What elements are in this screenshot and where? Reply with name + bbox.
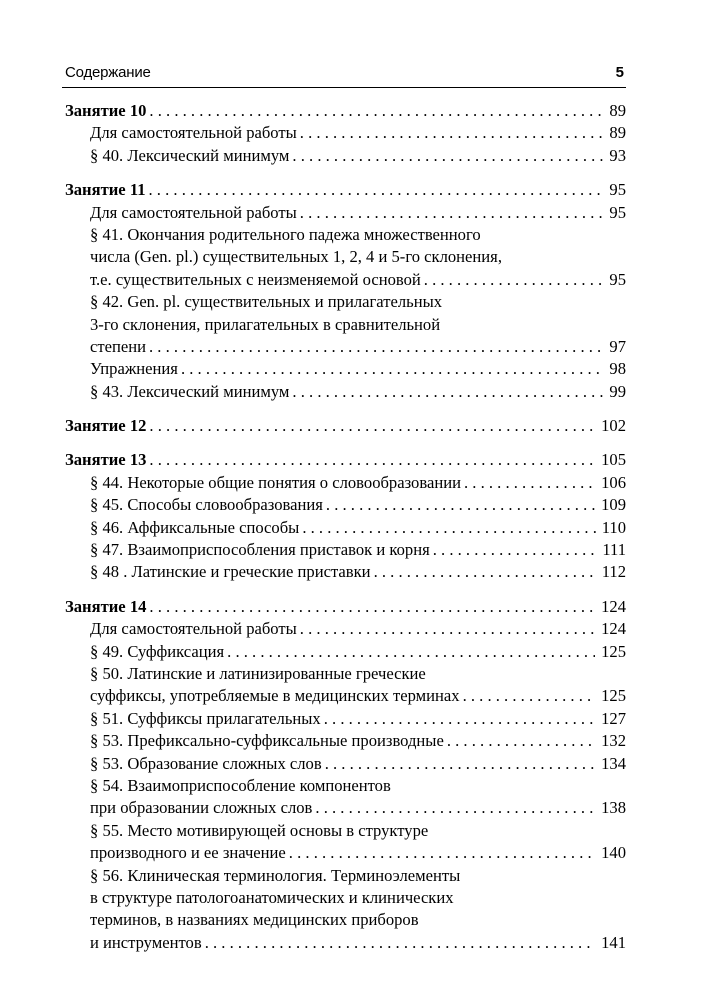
leader-dots — [146, 596, 595, 618]
toc-section[interactable] — [65, 100, 626, 122]
toc-section[interactable] — [65, 596, 626, 618]
leader-dots — [312, 797, 595, 819]
toc-entry-text: § 46. Аффиксальные способы — [90, 517, 300, 537]
leader-dots — [178, 358, 603, 380]
leader-dots — [444, 730, 595, 752]
toc-entry-page: 89 — [609, 123, 626, 143]
toc-section-page: 89 — [609, 101, 626, 120]
toc-entry[interactable] — [90, 618, 626, 640]
toc-entry[interactable] — [90, 358, 626, 380]
leader-dots — [202, 932, 595, 954]
toc-section-text: Занятие 14 — [65, 596, 147, 616]
toc-section-page: 124 — [601, 596, 626, 616]
toc-entry[interactable] — [90, 842, 626, 864]
section-gap — [0, 437, 704, 449]
toc-entry-page: 110 — [601, 517, 626, 537]
toc-entry-line: § 54. Взаимоприспособление компонентов — [90, 775, 391, 795]
toc-entry-page: 138 — [601, 798, 626, 818]
toc-entry[interactable] — [90, 336, 626, 358]
toc-entry-text: § 53. Образование сложных слов — [90, 753, 322, 773]
toc-entry-text: Для самостоятельной работы — [90, 123, 297, 143]
leader-dots — [461, 472, 595, 494]
leader-dots — [146, 179, 604, 201]
toc-entry-page: 124 — [601, 619, 626, 639]
leader-dots — [299, 517, 595, 539]
leader-dots — [224, 641, 595, 663]
toc-entry-text: § 47. Взаимоприспособления приставок и корня — [90, 540, 430, 560]
toc-entry[interactable] — [90, 269, 626, 291]
leader-dots — [289, 381, 603, 403]
leader-dots — [323, 494, 595, 516]
leader-dots — [297, 618, 595, 640]
toc-entry-text: Для самостоятельной работы — [90, 619, 297, 639]
toc-entry-line: числа (Gen. pl.) существительных 1, 2, 4 и 5-го склонения, — [90, 247, 502, 267]
toc-section-text: Занятие 11 — [65, 180, 146, 200]
section-gap — [0, 584, 704, 596]
toc-entry[interactable] — [90, 641, 626, 663]
toc-entry[interactable] — [90, 517, 626, 539]
toc-entry-text: § 53. Префиксально-суффиксальные производные — [90, 731, 444, 751]
toc-entry-page: 98 — [609, 359, 626, 379]
leader-dots — [146, 100, 603, 122]
toc-entry-text: Упражнения — [90, 359, 178, 379]
leader-dots — [371, 561, 596, 583]
section-gap — [0, 167, 704, 179]
leader-dots — [286, 842, 595, 864]
toc-entry-page: 134 — [601, 753, 626, 773]
toc-entry-page: 125 — [601, 641, 626, 661]
toc-entry-line: терминов, в названиях медицинских приборов — [90, 910, 419, 930]
toc-entry-text: производного и ее значение — [90, 843, 286, 863]
leader-dots — [146, 336, 603, 358]
toc-entry-page: 125 — [601, 686, 626, 706]
toc-entry-page: 109 — [601, 495, 626, 515]
toc-section-text: Занятие 13 — [65, 450, 147, 470]
toc-entry-page: 97 — [609, 336, 626, 356]
toc-entry-line: § 55. Место мотивирующей основы в структуре — [90, 820, 429, 840]
leader-dots — [146, 449, 595, 471]
toc-entry-page: 95 — [609, 269, 626, 289]
toc-entry-page: 127 — [601, 708, 626, 728]
toc-entry-page: 95 — [609, 202, 626, 222]
toc-entry[interactable] — [90, 753, 626, 775]
toc-entry-line: § 50. Латинские и латинизированные греческие — [90, 663, 426, 683]
toc-section-page: 105 — [601, 450, 626, 470]
leader-dots — [289, 145, 603, 167]
toc-entry-page: 111 — [602, 540, 626, 560]
toc-entry[interactable] — [90, 797, 626, 819]
toc-section-text: Занятие 12 — [65, 416, 147, 436]
toc-entry[interactable] — [90, 494, 626, 516]
running-head — [62, 64, 624, 84]
toc-entry-text: § 43. Лексический минимум — [90, 381, 290, 401]
toc-entry-page: 99 — [609, 381, 626, 401]
toc-entry-text: § 44. Некоторые общие понятия о словообразовании — [90, 472, 461, 492]
leader-dots — [297, 202, 604, 224]
toc-entry[interactable] — [90, 561, 626, 583]
leader-dots — [322, 753, 595, 775]
header-rule — [62, 87, 626, 88]
toc-entry-text: т.е. существительных с неизменяемой основой — [90, 269, 421, 289]
toc-section-page: 95 — [609, 180, 626, 200]
running-head-title: Содержание — [65, 64, 151, 81]
toc-entry-text: и инструментов — [90, 932, 202, 952]
toc-entry-text: суффиксы, употребляемые в медицинских терминах — [90, 686, 460, 706]
toc-entry-text: степени — [90, 336, 146, 356]
page-number: 5 — [615, 64, 624, 81]
toc-entry[interactable] — [90, 730, 626, 752]
toc-entry[interactable] — [90, 145, 626, 167]
toc-entry-text: § 51. Суффиксы прилагательных — [90, 708, 321, 728]
toc-entry-text: Для самостоятельной работы — [90, 202, 297, 222]
toc-entry-text: § 40. Лексический минимум — [90, 145, 290, 165]
toc-entry-page: 140 — [601, 843, 626, 863]
leader-dots — [421, 269, 604, 291]
toc-entry-line: § 56. Клиническая терминология. Терминоэлементы — [90, 865, 461, 885]
toc-entry-page: 93 — [609, 145, 626, 165]
toc-entry-page: 106 — [601, 472, 626, 492]
toc-entry[interactable] — [90, 381, 626, 403]
toc-entry-line: 3-го склонения, прилагательных в сравнительной — [90, 314, 441, 334]
toc-section[interactable] — [65, 415, 626, 437]
toc-entry[interactable] — [90, 539, 626, 561]
leader-dots — [430, 539, 597, 561]
section-gap — [0, 403, 704, 415]
leader-dots — [146, 415, 595, 437]
toc-entry-text: при образовании сложных слов — [90, 798, 313, 818]
toc-entry[interactable] — [90, 932, 626, 954]
toc-entry-line: § 42. Gen. pl. существительных и прилагательных — [90, 292, 443, 312]
toc-entry[interactable] — [90, 202, 626, 224]
toc-section[interactable] — [65, 179, 626, 201]
toc-entry-text: § 49. Суффиксация — [90, 641, 225, 661]
toc-section-text: Занятие 10 — [65, 101, 147, 120]
toc-entry-line: § 41. Окончания родительного падежа множественного — [90, 224, 481, 244]
toc-entry-text: § 45. Способы словообразования — [90, 495, 323, 515]
toc-entry[interactable] — [90, 472, 626, 494]
toc-entry-text: § 48 . Латинские и греческие приставки — [90, 562, 371, 582]
toc-section[interactable] — [65, 449, 626, 471]
toc-entry-page: 141 — [601, 932, 626, 952]
toc-entry-line: в структуре патологоанатомических и клинических — [90, 887, 454, 907]
toc-section-page: 102 — [601, 416, 626, 436]
leader-dots — [321, 708, 595, 730]
toc-entry[interactable] — [90, 685, 626, 707]
toc-entry[interactable] — [90, 122, 626, 144]
table-of-contents — [0, 100, 704, 954]
leader-dots — [297, 122, 604, 144]
leader-dots — [460, 685, 596, 707]
toc-entry-page: 132 — [601, 731, 626, 751]
toc-entry-page: 112 — [601, 562, 626, 582]
toc-entry[interactable] — [90, 708, 626, 730]
